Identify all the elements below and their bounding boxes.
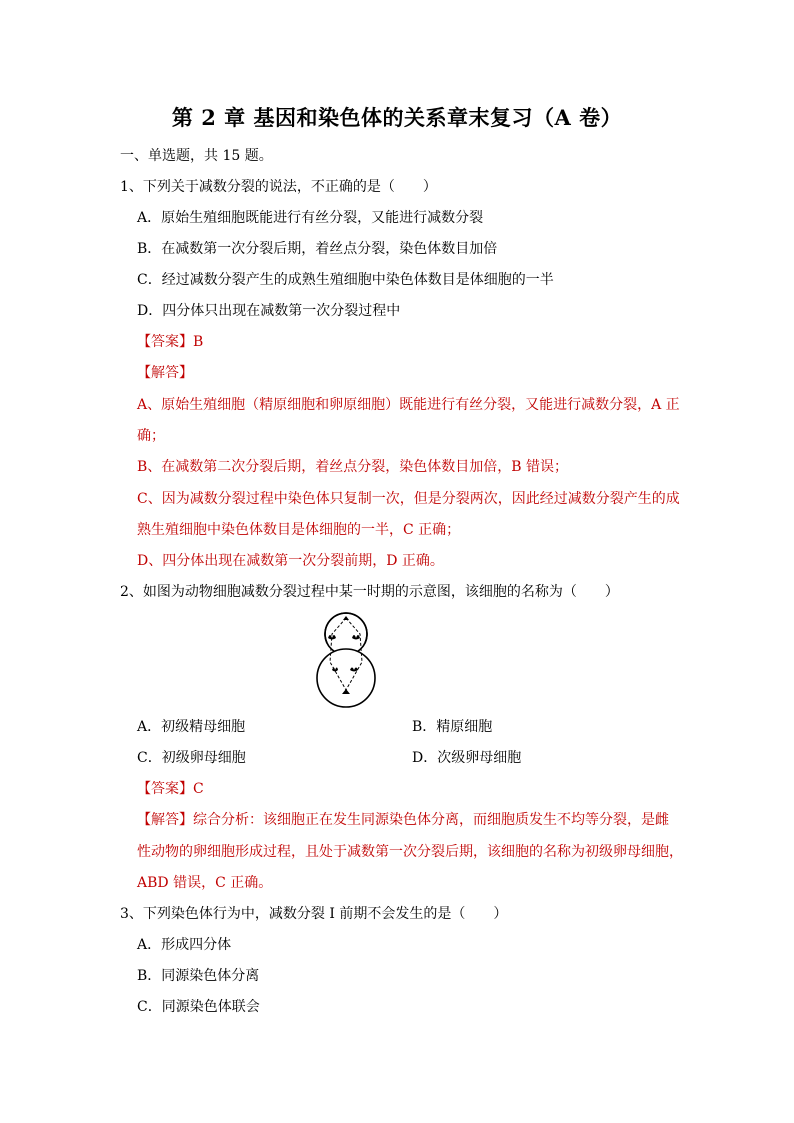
question-2-explain-line: 【解答】综合分析：该细胞正在发生同源染色体分离，而细胞质发生不均等分裂，是雌 [137, 812, 669, 828]
question-1-option-b: B．在减数第一次分裂后期，着丝点分裂，染色体数目加倍 [137, 241, 498, 257]
question-2-option-a: A．初级精母细胞 [137, 719, 246, 735]
question-1-answer: 【答案】B [137, 334, 204, 350]
question-2-answer: 【答案】C [137, 781, 204, 797]
question-1-explain-line: A、原始生殖细胞（精原细胞和卵原细胞）既能进行有丝分裂，又能进行减数分裂，A 正 [137, 397, 680, 413]
question-2-explain-line: ABD 错误，C 正确。 [137, 875, 273, 891]
question-3-option-c: C．同源染色体联会 [137, 999, 260, 1015]
question-1-option-d: D．四分体只出现在减数第一次分裂过程中 [137, 303, 401, 319]
question-2-option-b: B．精原细胞 [412, 719, 493, 735]
question-3-stem: 3、下列染色体行为中，减数分裂 I 前期不会发生的是（ ） [120, 906, 508, 922]
question-2-option-c: C．初级卵母细胞 [137, 750, 246, 766]
question-3-option-b: B．同源染色体分离 [137, 968, 260, 984]
question-1-explain-line: C、因为减数分裂过程中染色体只复制一次，但是分裂两次，因此经过减数分裂产生的成 [137, 491, 680, 507]
question-2-stem: 2、如图为动物细胞减数分裂过程中某一时期的示意图，该细胞的名称为（ ） [120, 584, 619, 600]
section-heading: 一、单选题，共 15 题。 [120, 148, 273, 164]
question-1-explain-line: 熟生殖细胞中染色体数目是体细胞的一半，C 正确； [137, 522, 461, 538]
question-1-option-c: C．经过减数分裂产生的成熟生殖细胞中染色体数目是体细胞的一半 [137, 272, 554, 288]
cell-division-diagram [310, 612, 382, 708]
question-1-explain-line: 确； [137, 428, 165, 444]
question-3-option-a: A．形成四分体 [137, 937, 232, 953]
question-1-explain-heading: 【解答】 [137, 365, 193, 381]
page-title: 第 2 章 基因和染色体的关系章末复习（A 卷） [171, 105, 623, 130]
question-1-explain-line: D、四分体出现在减数第一次分裂前期，D 正确。 [137, 553, 444, 569]
question-1-stem: 1、下列关于减数分裂的说法，不正确的是（ ） [120, 179, 437, 195]
question-2-explain-line: 性动物的卵细胞形成过程，且处于减数第一次分裂后期，该细胞的名称为初级卵母细胞， [137, 844, 683, 860]
question-1-option-a: A．原始生殖细胞既能进行有丝分裂，又能进行减数分裂 [137, 210, 484, 226]
question-1-explain-line: B、在减数第二次分裂后期，着丝点分裂，染色体数目加倍，B 错误； [137, 459, 569, 475]
question-2-option-d: D．次级卵母细胞 [412, 750, 522, 766]
